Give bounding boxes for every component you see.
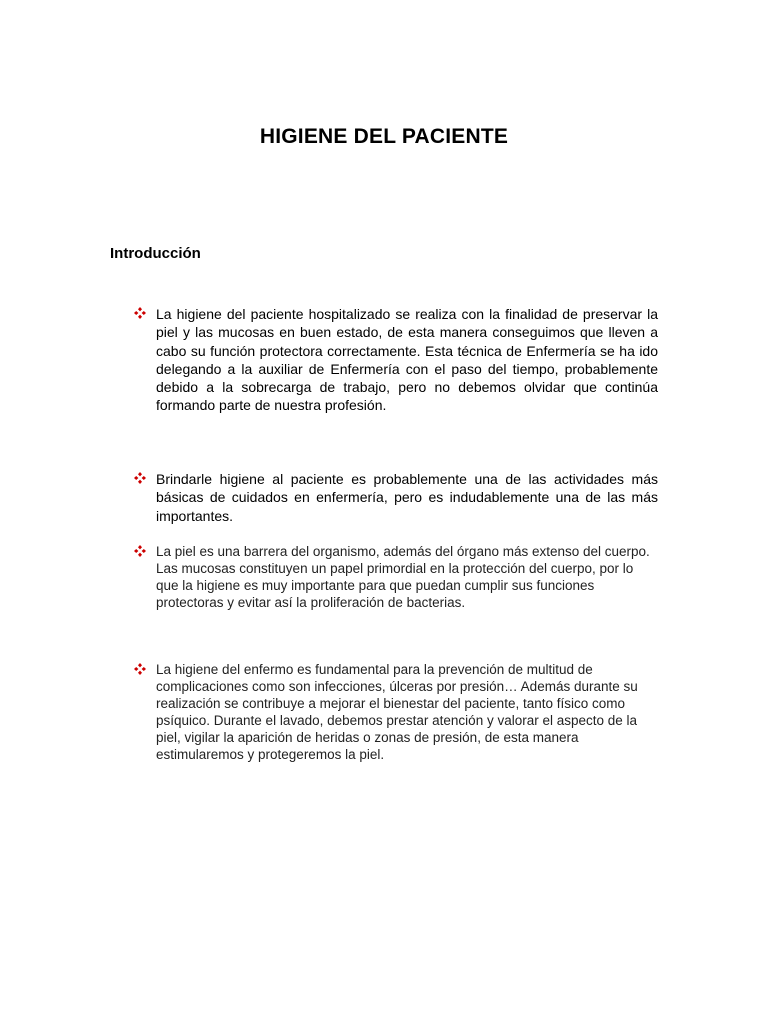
list-item [133, 543, 658, 611]
diamond-bullet-icon [133, 544, 147, 558]
diamond-bullet-icon [133, 662, 147, 676]
list-item [133, 305, 658, 415]
diamond-bullet-icon [133, 306, 147, 320]
list-item [133, 661, 658, 763]
list-item [133, 470, 658, 525]
diamond-bullet-icon [133, 471, 147, 485]
list-item-text: La higiene del enfermo es fundamental para la prevención de multitud de complicaciones como son infecciones, úlceras por presión… Además durante su realización se contribuye a mejorar el bienestar del paciente, tanto físico como psíquico. Durante el lavado, debemos prestar atención y valorar el aspecto de la piel, vigilar la aparición de heridas o zonas de presión, de esta manera estimularemos y protegeremos la piel. [156, 662, 638, 762]
list-item-text: La piel es una barrera del organismo, además del órgano más extenso del cuerpo. Las mucosas constituyen un papel primordial en la protección del cuerpo, por lo que la higiene es muy importante para que puedan cumplir sus funciones protectoras y evitar así la proliferación de bacterias. [156, 544, 650, 610]
list-item-text: La higiene del paciente hospitalizado se realiza con la finalidad de preservar la piel y las mucosas en buen estado, de esta manera conseguimos que lleven a cabo su función protectora correctamente. Esta técnica de Enfermería se ha ido delegando a la auxiliar de Enfermería con el paso del tiempo, probablemente debido a la sobrecarga de trabajo, pero no debemos olvidar que continúa formando parte de nuestra profesión. [156, 306, 658, 414]
section-heading: Introducción [110, 245, 201, 262]
list-item-text: Brindarle higiene al paciente es probablemente una de las actividades más básicas de cuidados en enfermería, pero es indudablemente una de las más importantes. [156, 471, 658, 524]
page-title: HIGIENE DEL PACIENTE [259, 125, 509, 148]
